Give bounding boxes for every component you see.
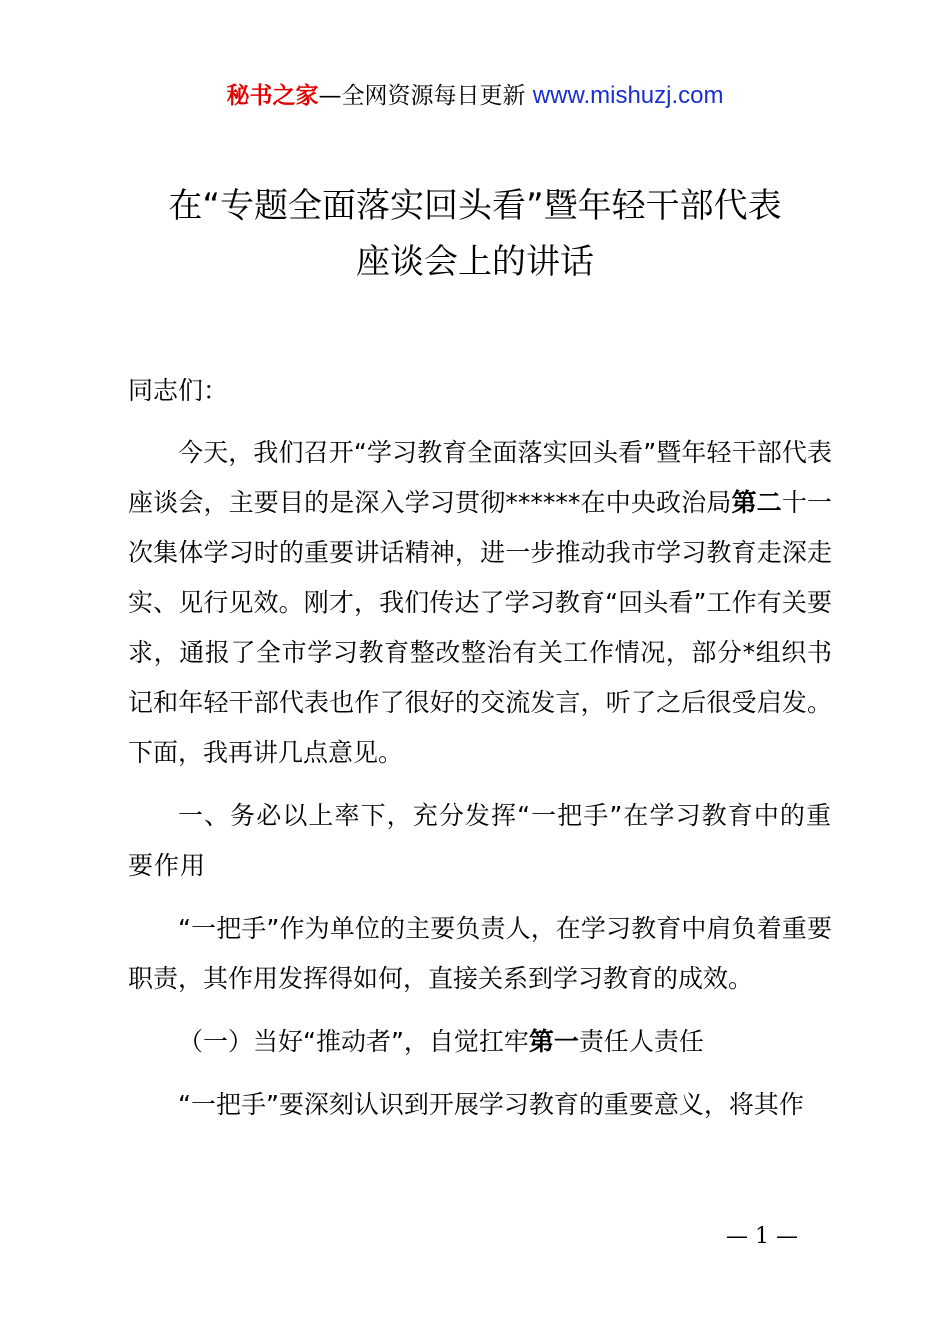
subsection-heading-bold: 第一 bbox=[528, 1027, 579, 1056]
page-number: — 1 — bbox=[726, 1224, 798, 1249]
brand-name: 秘书之家 bbox=[226, 83, 319, 109]
header-slogan: —全网资源每日更新 bbox=[318, 83, 533, 109]
section-heading-1: 一、务必以上率下，充分发挥“一把手”在学习教育中的重要作用 bbox=[128, 801, 832, 880]
site-header bbox=[0, 80, 950, 112]
paragraph-intro bbox=[128, 428, 832, 778]
paragraph-intro-bold: 第二 bbox=[731, 488, 782, 517]
document-body bbox=[128, 366, 832, 1143]
title-line-1: 在“专题全面落实回头看”暨年轻干部代表 bbox=[168, 186, 782, 226]
subsection-heading-text: （一）当好“推动者”，自觉扛牢 bbox=[178, 1027, 529, 1056]
title-line-2: 座谈会上的讲话 bbox=[356, 242, 594, 282]
paragraph-role: “一把手”作为单位的主要负责人，在学习教育中肩负着重要职责，其作用发挥得如何，直接关系到学习教育的成效。 bbox=[128, 914, 832, 993]
subsection-heading-text-end: 责任人责任 bbox=[578, 1027, 704, 1056]
document-title bbox=[0, 178, 950, 290]
paragraph-intro-text: 今天，我们召开“学习教育全面落实回头看”暨年轻干部代表座谈会，主要目的是深入学习贯彻******在中央政治局 bbox=[128, 438, 832, 517]
salutation: 同志们： bbox=[128, 376, 229, 405]
paragraph-intro-text-end: 十一次集体学习时的重要讲话精神，进一步推动我市学习教育走深走实、见行见效。刚才，我们传达了学习教育“回头看”工作有关要求，通报了全市学习教育整改整治有关工作情况，部分*组织书记和年轻干部代表也作了很好的交流发言，听了之后很受启发。下面，我再讲几点意见。 bbox=[128, 488, 832, 767]
paragraph-responsibility: “一把手”要深刻认识到开展学习教育的重要意义，将其作 bbox=[178, 1090, 804, 1119]
subsection-heading-1 bbox=[128, 1017, 832, 1067]
site-url-link[interactable]: www.mishuzj.com bbox=[532, 82, 724, 109]
